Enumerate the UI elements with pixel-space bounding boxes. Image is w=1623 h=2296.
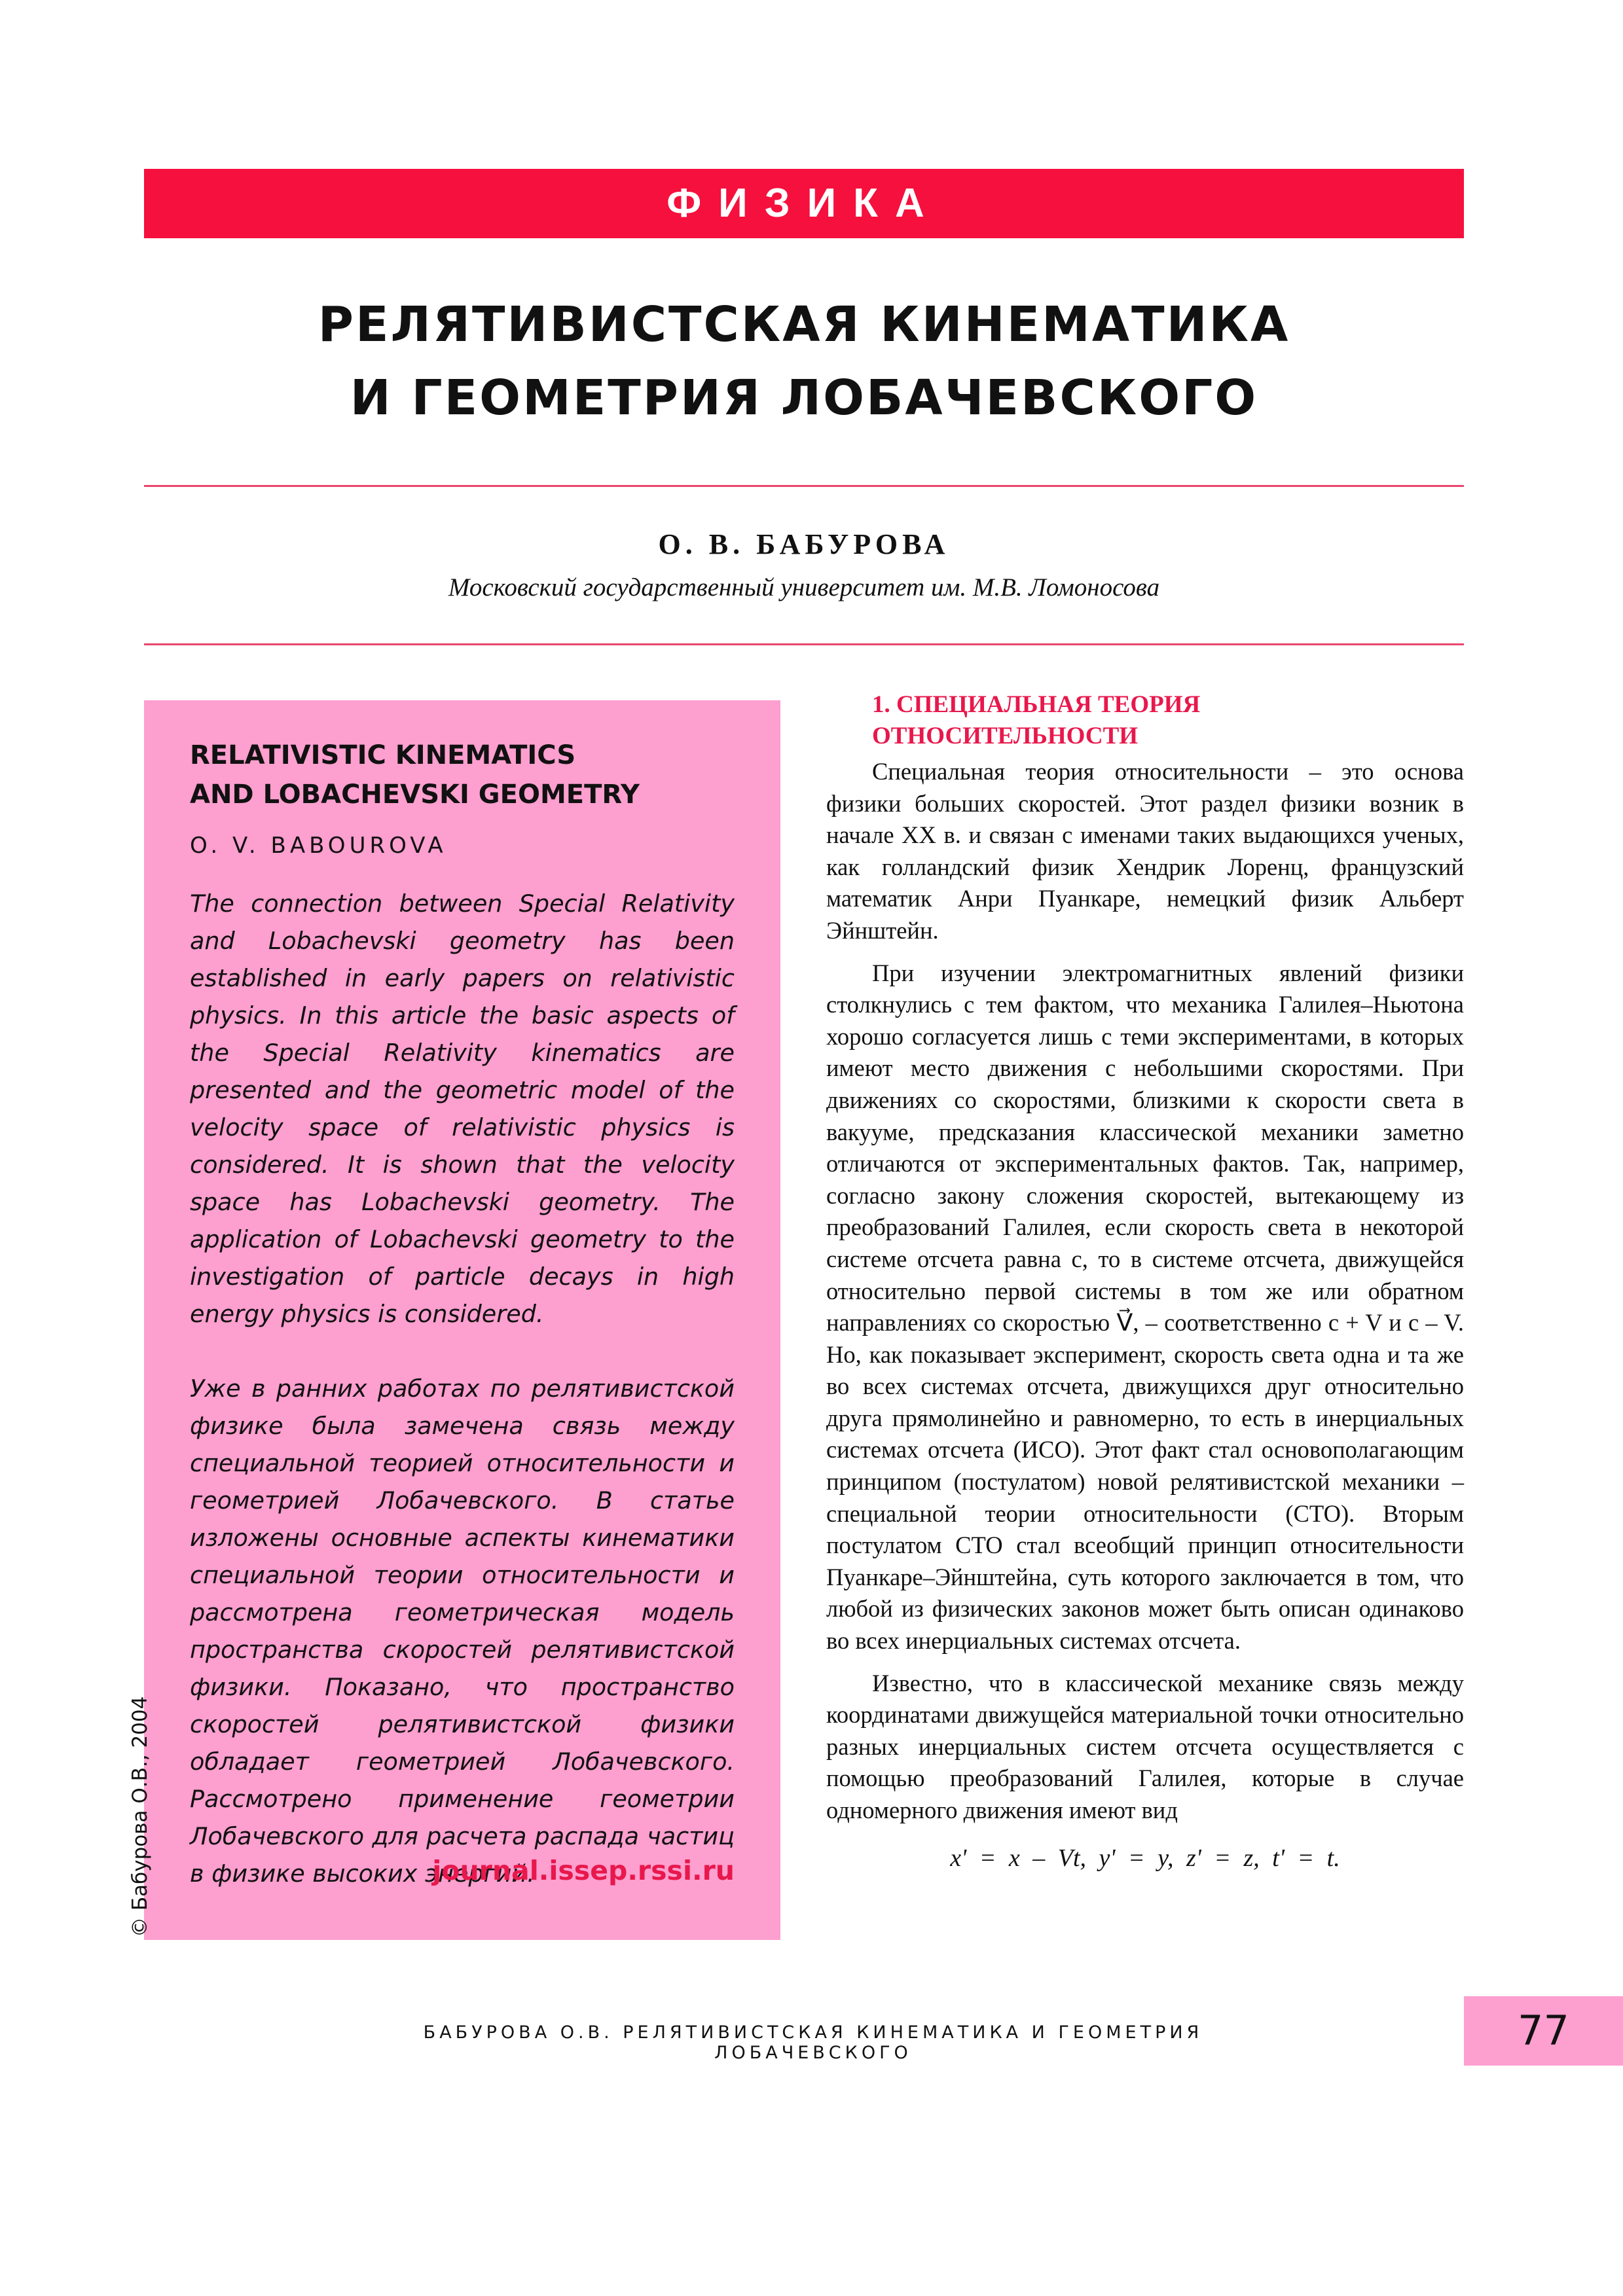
journal-link[interactable]: journal.issep.rssi.ru xyxy=(432,1855,735,1886)
section-heading-line-2: ОТНОСИТЕЛЬНОСТИ xyxy=(872,723,1139,749)
abstract-en-title-line-1: RELATIVISTIC KINEMATICS xyxy=(190,740,576,770)
abstract-en-title-line-2: AND LOBACHEVSKI GEOMETRY xyxy=(190,780,640,810)
author-name: О. В. БАБУРОВА xyxy=(658,528,950,560)
author-affiliation: Московский государственный университет им. М.В. Ломоносова xyxy=(448,573,1160,601)
running-title: БАБУРОВА О.В. РЕЛЯТИВИСТСКАЯ КИНЕМАТИКА И ГЕОМЕТРИЯ ЛОБАЧЕВСКОГО xyxy=(423,2022,1203,2063)
divider-top xyxy=(144,485,1464,487)
paragraph-2: При изучении электромагнитных явлений физики столкнулись с тем фактом, что механика Галилея–Ньютона хорошо согласуется лишь с теми экспериментами, в которых имеют место движения с небольшими скоростями. При движениях со скоростями, близкими к скорости света в вакууме, предсказания классической механики заметно отличаются от экспериментальных фактов. Так, например, согласно закону сложения скоростей, вытекающему из преобразований Галилея, если скорость света в некоторой системе отсчета равна c, то в системе отсчета, движущейся относительно первой системы в том же или обратном направлениях со скоростью V⃗, – соответственно c + V и c – V. Но, как показывает эксперимент, скорость света одна и та же во всех системах отсчета, движущихся друг относительно друга прямолинейно и равномерно, то есть в инерциальных системах отсчета (ИСО). Этот факт стал основополагающим принципом (постулатом) новой релятивистской механики – специальной теории относительности (СТО). Вторым постулатом СТО стал всеобщий принцип относительности Пуанкаре–Эйнштейна, суть которого заключается в том, что любой из физических законов может быть описан одинаково во всех инерциальных системах отсчета. xyxy=(826,959,1464,1655)
section-banner xyxy=(144,169,1464,238)
article-title xyxy=(144,288,1464,435)
section-heading xyxy=(872,689,1464,752)
title-line-1: РЕЛЯТИВИСТСКАЯ КИНЕМАТИКА xyxy=(318,296,1290,353)
abstract-en-text: The connection between Special Relativity and Lobachevski geometry has been established in early papers on relativistic physics. In this article the basic aspects of the Special Relativity kinematics are presented and the geometric model of the velocity space of relativistic physics is considered. It is shown that the velocity space has Lobachevski geometry. The application of Lobachevski geometry to the investigation of particle decays in high energy physics is considered. xyxy=(190,889,735,1328)
galilean-transform-formula: x' = x – Vt, y' = y, z' = z, t' = t. xyxy=(950,1844,1340,1872)
abstract-box xyxy=(144,700,780,1940)
divider-bottom xyxy=(144,643,1464,645)
paragraph-3: Известно, что в классической механике связь между координатами движущейся материальной точки относительно разных инерциальных систем отсчета осуществляется с помощью преобразований Галилея, которые в случае одномерного движения имеют вид xyxy=(826,1669,1464,1823)
page-number-box xyxy=(1464,1996,1623,2066)
body-column xyxy=(826,689,1464,1874)
title-line-2: И ГЕОМЕТРИЯ ЛОБАЧЕВСКОГО xyxy=(350,370,1258,426)
section-label: ФИЗИКА xyxy=(666,181,941,226)
copyright-notice: © Бабурова О.В., 2004 xyxy=(128,1696,152,1937)
page-number: 77 xyxy=(1518,2007,1569,2054)
section-heading-line-1: 1. СПЕЦИАЛЬНАЯ ТЕОРИЯ xyxy=(872,691,1201,718)
abstract-en-title xyxy=(190,736,735,814)
paragraph-1: Специальная теория относительности – это основа физики больших скоростей. Этот раздел физики возник в начале XX в. и связан с именами таких выдающихся ученых, как голландский физик Хендрик Лоренц, французский математик Анри Пуанкаре, немецкий физик Альберт Эйнштейн. xyxy=(826,758,1464,944)
abstract-ru-text: Уже в ранних работах по релятивистской физике была замечена связь между специальной теорией относительности и геометрией Лобачевского. В статье изложены основные аспекты кинематики специальной теории относительности и рассмотрена геометрическая модель пространства скоростей релятивистской физики. Показано, что пространство скоростей релятивистской физики обладает геометрией Лобачевского. Рассмотрено применение геометрии Лобачевского для расчета распада частиц в физике высоких энергий. xyxy=(190,1374,735,1888)
abstract-en-author: O. V. BABOUROVA xyxy=(190,833,447,859)
